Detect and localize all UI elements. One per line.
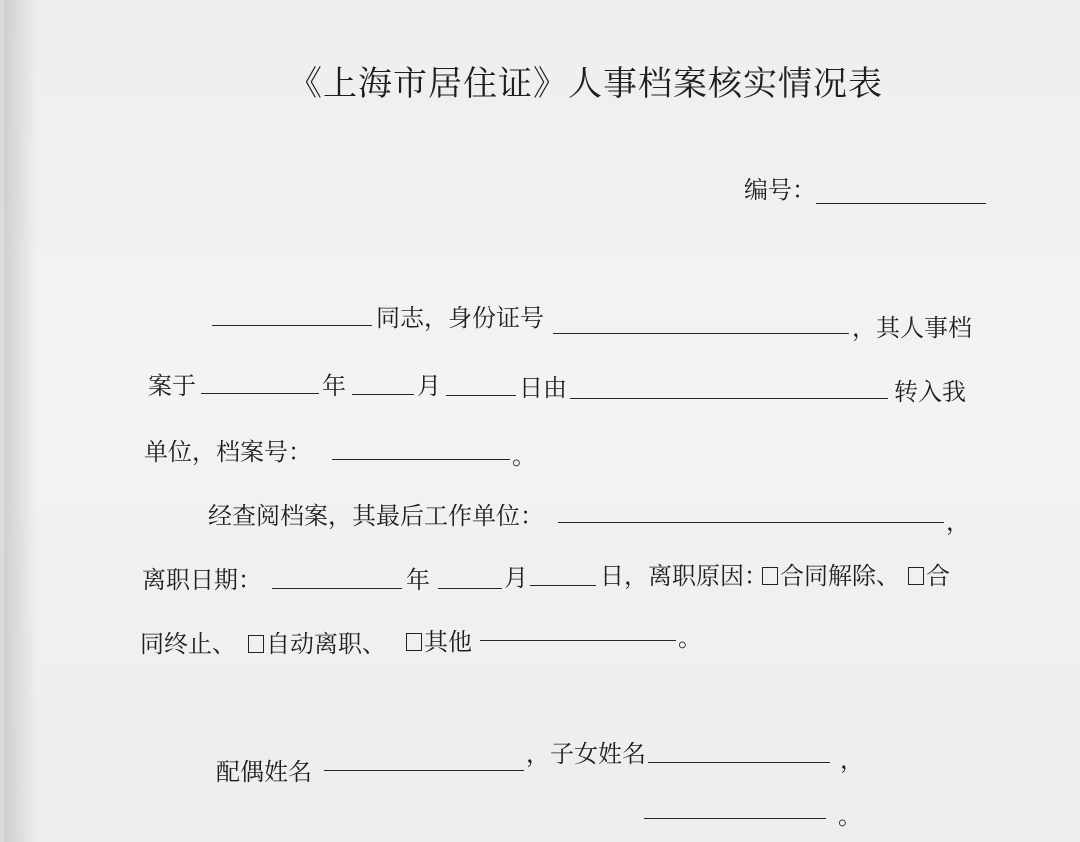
transfer-from-field[interactable] <box>570 398 888 399</box>
archive-number-label: 单位，档案号： <box>144 438 312 466</box>
line8-end: 。 <box>838 802 862 830</box>
checkbox-other[interactable] <box>406 633 422 651</box>
archive-label-part1: ，其人事档 <box>852 314 972 342</box>
option-contract-ended-start[interactable] <box>908 556 950 591</box>
year-label: 年 <box>322 372 346 400</box>
resign-month-field[interactable] <box>438 588 502 589</box>
option-contract-ended-label-start: 合 <box>926 562 950 590</box>
resign-date-label: 离职日期： <box>142 566 262 594</box>
other-reason-field[interactable] <box>480 640 676 641</box>
month-label: 月 <box>417 372 441 400</box>
day-from-label: 日由 <box>519 374 567 402</box>
resign-month-label: 月 <box>504 564 528 592</box>
comrade-id-label: 同志，身份证号 <box>376 304 544 332</box>
option-other[interactable] <box>406 622 472 657</box>
archive-number-field[interactable] <box>332 459 510 460</box>
option-contract-terminated-label: 合同解除、 <box>780 562 900 590</box>
checkbox-voluntary-resign[interactable] <box>248 635 264 653</box>
spouse-name-field[interactable] <box>324 770 524 771</box>
form-title: 《上海市居住证》人事档案核实情况表 <box>288 64 883 104</box>
last-employer-label: 经查阅档案，其最后工作单位： <box>208 502 544 530</box>
child-name-field[interactable] <box>648 762 830 763</box>
resign-reason-label: 日，离职原因： <box>600 562 768 590</box>
spouse-name-label: 配偶姓名 <box>216 758 312 786</box>
child-name-label: ，子女姓名 <box>526 740 646 768</box>
option-contract-ended-label-end: 同终止、 <box>140 630 236 658</box>
line4-end: ， <box>946 508 970 536</box>
option-voluntary-resign-label: 自动离职、 <box>266 630 386 658</box>
option-contract-terminated[interactable] <box>762 556 900 591</box>
resign-day-field[interactable] <box>530 585 596 586</box>
number-field[interactable] <box>816 203 986 204</box>
line7-end: ， <box>840 746 864 774</box>
number-label: 编号： <box>744 176 816 204</box>
id-number-field[interactable] <box>553 333 849 334</box>
line6-end: 。 <box>678 624 702 652</box>
line3-end: 。 <box>512 442 536 470</box>
transfer-month-field[interactable] <box>352 394 414 395</box>
transfer-in-label: 转入我 <box>894 378 966 406</box>
transfer-day-field[interactable] <box>446 395 516 396</box>
option-voluntary-resign[interactable] <box>248 624 386 659</box>
checkbox-contract-terminated[interactable] <box>762 567 778 585</box>
child-name-field-2[interactable] <box>644 818 826 819</box>
resign-year-field[interactable] <box>272 588 402 589</box>
checkbox-contract-ended[interactable] <box>908 567 924 585</box>
form-sheet <box>4 0 1080 842</box>
transfer-year-field[interactable] <box>201 393 319 394</box>
resign-year-label: 年 <box>406 566 430 594</box>
archive-label-part2: 案于 <box>148 372 196 400</box>
name-field[interactable] <box>212 325 372 326</box>
option-other-label: 其他 <box>424 628 472 656</box>
last-employer-field[interactable] <box>558 522 944 523</box>
